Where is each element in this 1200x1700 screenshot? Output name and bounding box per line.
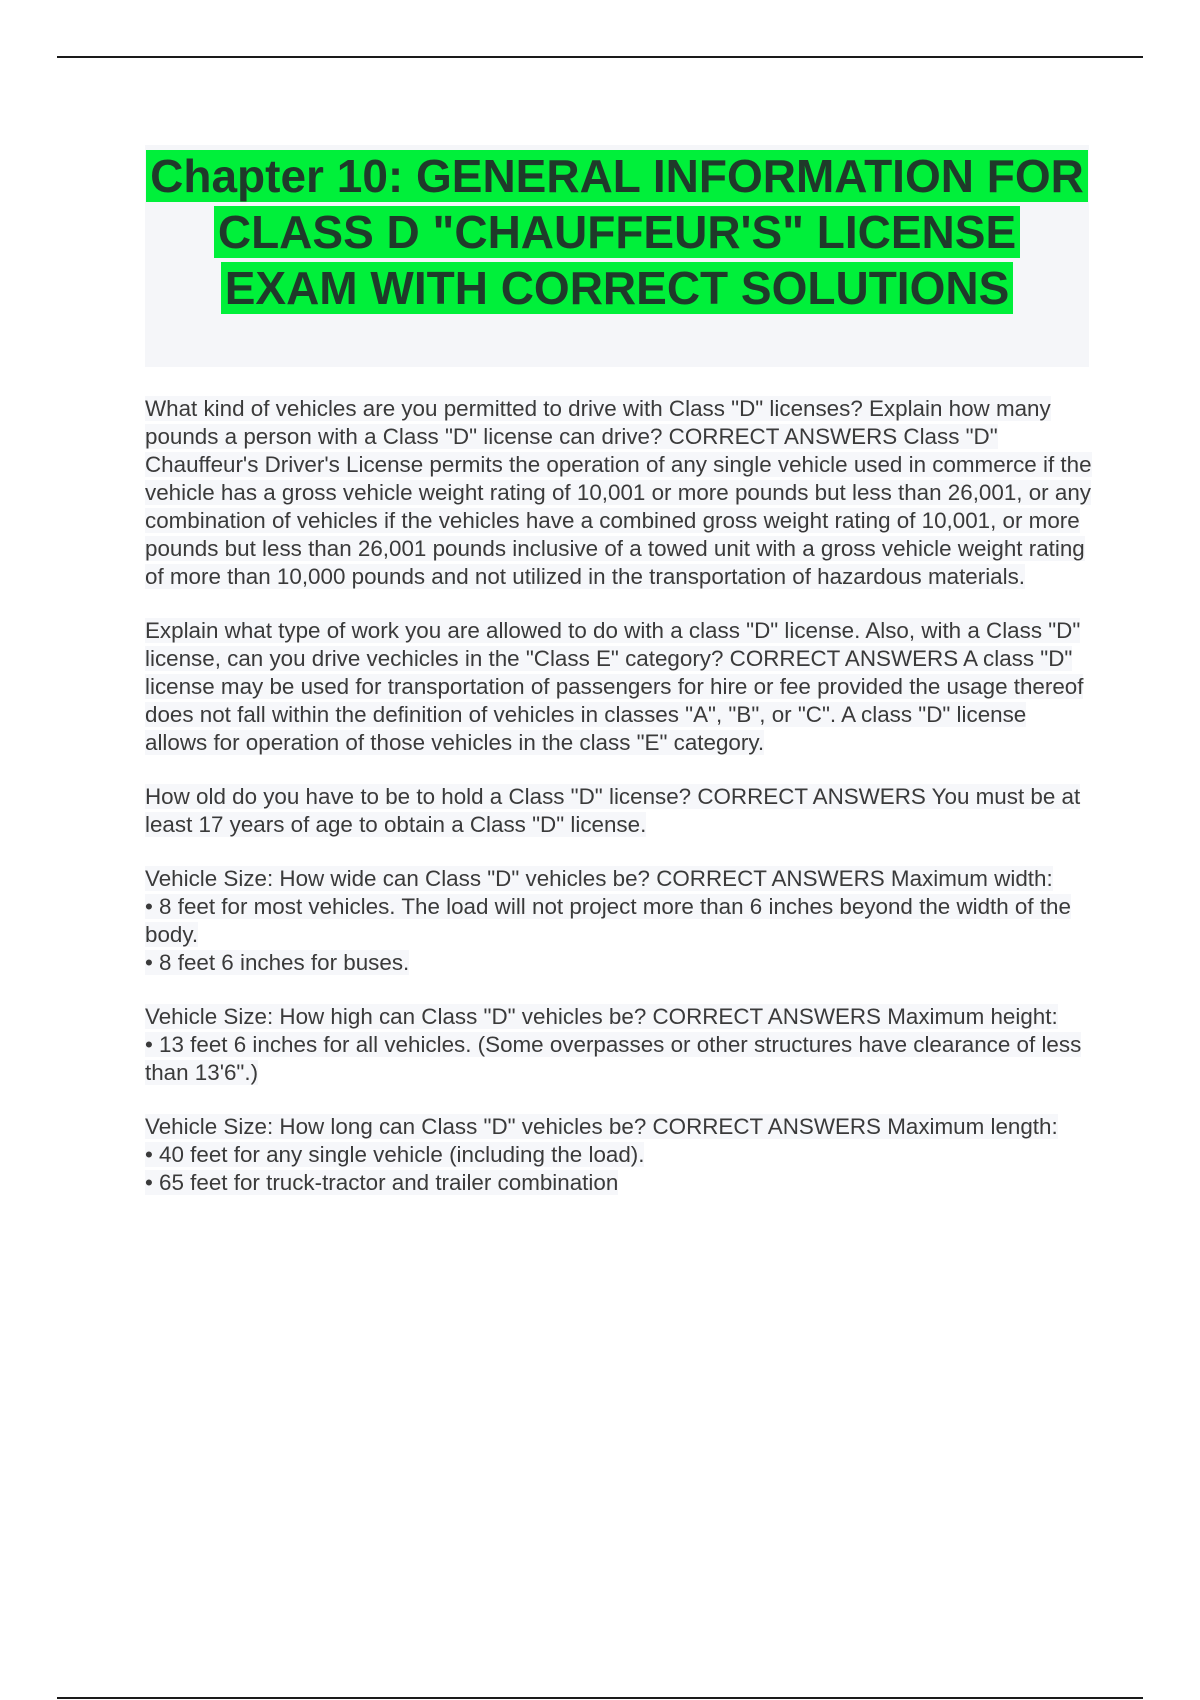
qa-entry-text: How old do you have to be to hold a Class "D" license? CORRECT ANSWERS You must be at least 17 years of age to obtain a Class "D" license. <box>145 784 1081 837</box>
page-title <box>145 148 1089 316</box>
title-block <box>145 145 1089 367</box>
bullet-item <box>145 1169 1093 1197</box>
qa-entry-2 <box>145 617 1093 757</box>
bullet-text: • 8 feet for most vehicles. The load will not project more than 6 inches beyond the width of the body. <box>145 894 1071 947</box>
qa-entry-6 <box>145 1113 1093 1197</box>
title-highlight: Chapter 10: GENERAL INFORMATION FOR CLASS D "CHAUFFEUR'S" LICENSE EXAM WITH CORRECT SOLUTIONS <box>146 150 1088 314</box>
qa-entry-4 <box>145 865 1093 977</box>
qa-entry-text: Explain what type of work you are allowed to do with a class "D" license. Also, with a Class "D" license, can you drive vechicles in the "Class E" category? CORRECT ANSWERS A class "D" license may be used for transportation of passengers for hire or fee provided the usage thereof does not fall within the definition of vehicles in classes "A", "B", or "C". A class "D" license allows for operation of those vehicles in the class "E" category. <box>145 618 1084 755</box>
bullet-text: • 65 feet for truck-tractor and trailer combination <box>145 1170 619 1195</box>
qa-entry-text: Vehicle Size: How wide can Class "D" vehicles be? CORRECT ANSWERS Maximum width: <box>145 866 1053 891</box>
bullet-item <box>145 1141 1093 1169</box>
bullet-item <box>145 893 1093 949</box>
qa-entry-1 <box>145 395 1093 591</box>
qa-entry-text: Vehicle Size: How long can Class "D" vehicles be? CORRECT ANSWERS Maximum length: <box>145 1114 1058 1139</box>
document-body <box>145 395 1093 1223</box>
bullet-item <box>145 1031 1093 1087</box>
qa-entry-text: Vehicle Size: How high can Class "D" vehicles be? CORRECT ANSWERS Maximum height: <box>145 1004 1058 1029</box>
bullet-text: • 8 feet 6 inches for buses. <box>145 950 410 975</box>
bullet-text: • 13 feet 6 inches for all vehicles. (Some overpasses or other structures have clearance of less than 13'6".) <box>145 1032 1082 1085</box>
qa-entry-3 <box>145 783 1093 839</box>
bottom-rule <box>57 1697 1143 1699</box>
bullet-item <box>145 949 1093 977</box>
qa-entry-5 <box>145 1003 1093 1087</box>
qa-entry-text: What kind of vehicles are you permitted to drive with Class "D" licenses? Explain how many pounds a person with a Class "D" license can drive? CORRECT ANSWERS Class "D" Chauffeur's Driver's License permits the operation of any single vehicle used in commerce if the vehicle has a gross vehicle weight rating of 10,001 or more pounds but less than 26,001, or any combination of vehicles if the vehicles have a combined gross weight rating of 10,001, or more pounds but less than 26,001 pounds inclusive of a towed unit with a gross vehicle weight rating of more than 10,000 pounds and not utilized in the transportation of hazardous materials. <box>145 396 1092 589</box>
top-rule <box>57 56 1143 58</box>
bullet-text: • 40 feet for any single vehicle (including the load). <box>145 1142 645 1167</box>
